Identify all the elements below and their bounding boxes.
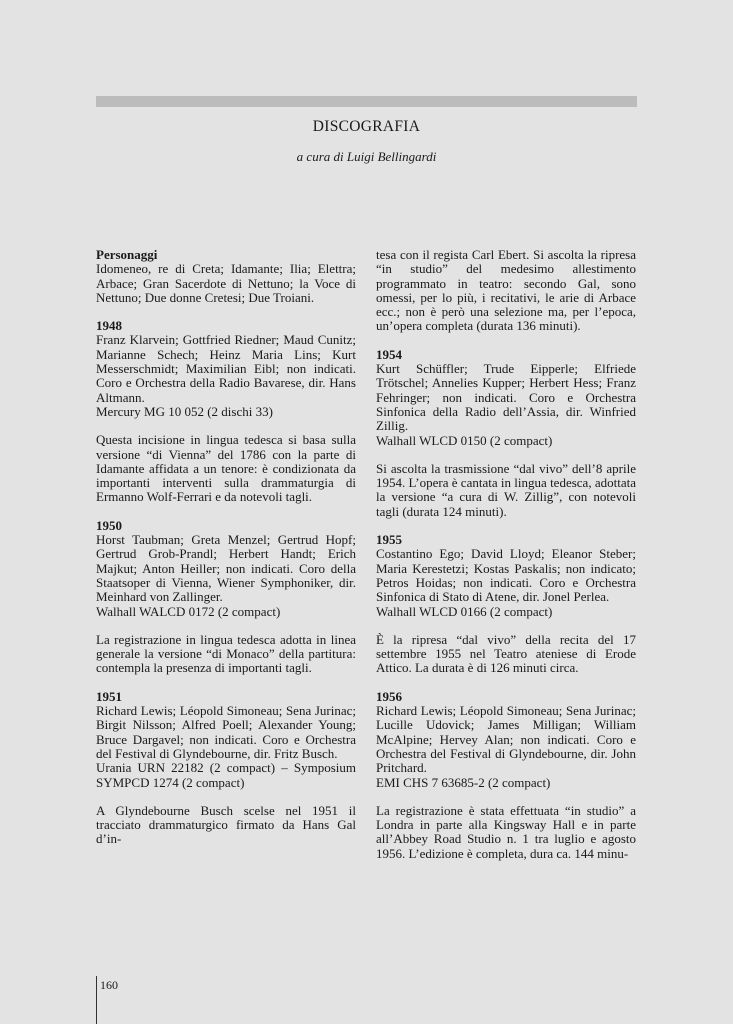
entry-note: La registrazione in lingua tedesca adotta in linea generale la versione “di Monaco” della partitura: contempla la presenza di importanti tagli. (96, 631, 356, 676)
cast-list: Costantino Ego; David Lloyd; Eleanor Steber; Maria Kerestetzi; Kostas Paskalis; non indicato; Petros Hoidas; non indicati. Coro e Orchestra Sinfonica di Stato di Atene, dir. Jonel Perlea. (376, 546, 636, 605)
page-subtitle: a cura di Luigi Bellingardi (296, 149, 437, 164)
entry-1956 (376, 690, 636, 790)
entry-note: La registrazione è stata effettuata “in studio” a Londra in parte alla Kingsway Hall e in parte all’Abbey Road Studio n. 1 tra luglio e agosto 1956. L’edizione è completa, dura ca. 144 minu- (376, 802, 636, 861)
cast-list: Richard Lewis; Léopold Simoneau; Sena Jurinac; Birgit Nilsson; Alfred Poell; Alexander Young; Bruce Dargavel; non indicati. Coro e Orchestra del Festival di Glyndebourne, dir. Fritz Busch. (96, 703, 356, 761)
entry-1954 (376, 348, 636, 448)
continuation-text: tesa con il regista Carl Ebert. Si ascolta la ripresa “in studio” del medesimo allestimento programmato in teatro: secondo Gal, sono omessi, per lo più, i recitativi, le arie di Arbace ecc.; non è però una selezione ma, per l’epoca, un’opera completa (durata 136 minuti). (376, 247, 636, 334)
cast-list: Franz Klarvein; Gottfried Riedner; Maud Cunitz; Marianne Schech; Heinz Maria Lins; Kurt Messerschmidt; Maximilian Eibl; non indicati. Coro e Orchestra della Radio Bavarese, dir. Hans Altmann. (96, 332, 356, 405)
entry-note: È la ripresa “dal vivo” della recita del 17 settembre 1955 nel Teatro ateniese di Erode Attico. La durata è di 126 minuti circa. (376, 631, 636, 676)
year-heading: 1954 (376, 346, 402, 362)
year-heading: 1950 (96, 517, 122, 533)
personaggi-block (96, 248, 356, 305)
footer-rule (96, 976, 97, 1024)
label-catalog: Walhall WALCD 0172 (2 compact) (96, 603, 281, 619)
year-heading: 1948 (96, 318, 122, 334)
label-catalog: Walhall WLCD 0150 (2 compact) (376, 432, 553, 448)
cast-list: Kurt Schüffler; Trude Eipperle; Elfriede Trötschel; Annelies Kupper; Herbert Hess; Franz Fehringer; non indicati. Coro e Orchestra Sinfonica della Radio dell’Assia, dir. Winfried Zillig. (376, 361, 636, 434)
year-heading: 1951 (96, 688, 122, 704)
entry-note: Si ascolta la trasmissione “dal vivo” dell’8 aprile 1954. L’opera è cantata in lingua tedesca, adottata la versione “a cura di W. Zillig”, con notevoli tagli (durata 124 minuti). (376, 460, 636, 519)
entry-1951 (96, 690, 356, 790)
label-catalog: EMI CHS 7 63685-2 (2 compact) (376, 774, 551, 790)
entry-1955 (376, 533, 636, 619)
page-title: DISCOGRAFIA (312, 118, 421, 135)
cast-list: Horst Taubman; Greta Menzel; Gertrud Hopf; Gertrud Grob-Prandl; Herbert Handt; Erich Majkut; Anton Heiller; non indicati. Coro della Staatsoper di Vienna, Wiener Symphoniker, dir. Meinhard von Zallinger. (96, 532, 356, 605)
label-catalog: Urania URN 22182 (2 compact) – Symposium SYMPCD 1274 (2 compact) (96, 760, 356, 790)
left-column (96, 248, 356, 847)
header-rule (96, 96, 637, 107)
right-column (376, 248, 636, 861)
year-heading: 1955 (376, 532, 402, 548)
label-catalog: Walhall WLCD 0166 (2 compact) (376, 603, 553, 619)
label-catalog: Mercury MG 10 052 (2 dischi 33) (96, 403, 273, 419)
entry-1948 (96, 319, 356, 419)
year-heading: 1956 (376, 688, 402, 704)
personaggi-text: Idomeneo, re di Creta; Idamante; Ilia; Elettra; Arbace; Gran Sacerdote di Nettuno; la Voce di Nettuno; Due donne Cretesi; Due Troiani. (96, 261, 356, 305)
page-number: 160 (100, 978, 118, 992)
entry-note: Questa incisione in lingua tedesca si basa sulla versione “di Vienna” del 1786 con la parte di Idamante affidata a un tenore: è condizionata da importanti interventi sulla drammaturgia di Ermanno Wolf-Ferrari e da notevoli tagli. (96, 432, 356, 505)
cast-list: Richard Lewis; Léopold Simoneau; Sena Jurinac; Lucille Udovick; James Milligan; William McAlpine; Hervey Alan; non indicati. Coro e Orchestra del Festival di Glyndebourne, dir. John Pritchard. (376, 703, 636, 776)
entry-1950 (96, 519, 356, 619)
entry-note: A Glyndebourne Busch scelse nel 1951 il tracciato drammaturgico firmato da Hans Gal d’in- (96, 802, 356, 847)
personaggi-heading: Personaggi (96, 247, 158, 262)
